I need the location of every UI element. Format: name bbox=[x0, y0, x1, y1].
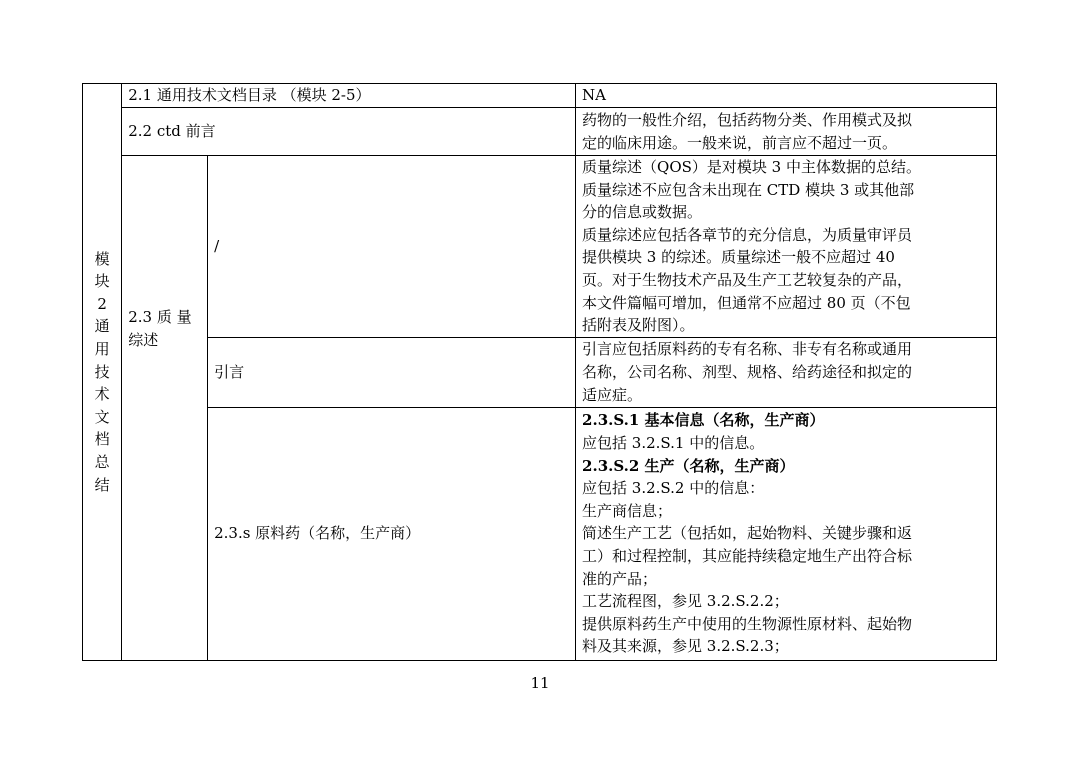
table-row bbox=[83, 156, 997, 338]
toc-content: NA bbox=[576, 84, 997, 108]
s1-heading: 2.3.S.1 基本信息（名称，生产商） bbox=[582, 411, 825, 430]
page-number: 11 bbox=[530, 674, 550, 692]
intro-label: 2.2 ctd 前言 bbox=[122, 108, 576, 156]
table-row bbox=[83, 108, 997, 156]
ctd-module2-table bbox=[82, 83, 997, 661]
qos-overview-content: 质量综述（QOS）是对模块 3 中主体数据的总结。 质量综述不应包含未出现在 CTD 模块 3 或其他部 分的信息或数据。 质量综述应包括各章节的充分信息，为质量审评员 提供模块 3 的综述。质量综述一般不应超过 40 页。对于生物技术产品及生产工艺较复杂的产品， 本文件篇幅可增加，但通常不应超过 80 页（不包 括附表及附图）。 bbox=[576, 156, 997, 338]
table-row bbox=[83, 84, 997, 108]
toc-label: 2.1 通用技术文档目录 （模块 2-5） bbox=[122, 84, 576, 108]
module-label-cell bbox=[83, 84, 122, 661]
api-label: 2.3.s 原料药（名称，生产商） bbox=[208, 407, 576, 660]
api-content: 2.3.S.1 基本信息（名称，生产商） 应包括 3.2.S.1 中的信息。 2.3.S.2 生产（名称，生产商） 应包括 3.2.S.2 中的信息： 生产商信息； 简述生产工艺（包括如，起始物料、关键步骤和返 工）和过程控制，其应能持续稳定地生产出符合标 准的产品； 工艺流程图，参见 3.2.S.2.2； 提供原料药生产中使用的生物源性原材料、起始物 料及其来源，参见 3.2.S.2.3； bbox=[576, 407, 997, 660]
preface-content: 引言应包括原料药的专有名称、非专有名称或通用 名称，公司名称、剂型、规格、给药途径和拟定的 适应症。 bbox=[576, 337, 997, 407]
module-label: 模块2通用技术文档总结 bbox=[94, 249, 110, 494]
table-row bbox=[83, 407, 997, 660]
qos-slash-label: / bbox=[208, 156, 576, 338]
table-row bbox=[83, 337, 997, 407]
intro-content: 药物的一般性介绍，包括药物分类、作用模式及拟 定的临床用途。一般来说，前言应不超过一页。 bbox=[576, 108, 997, 156]
preface-label: 引言 bbox=[208, 337, 576, 407]
s2-heading: 2.3.S.2 生产（名称，生产商） bbox=[582, 456, 795, 475]
qos-section-label: 2.3 质 量综述 bbox=[122, 156, 208, 661]
